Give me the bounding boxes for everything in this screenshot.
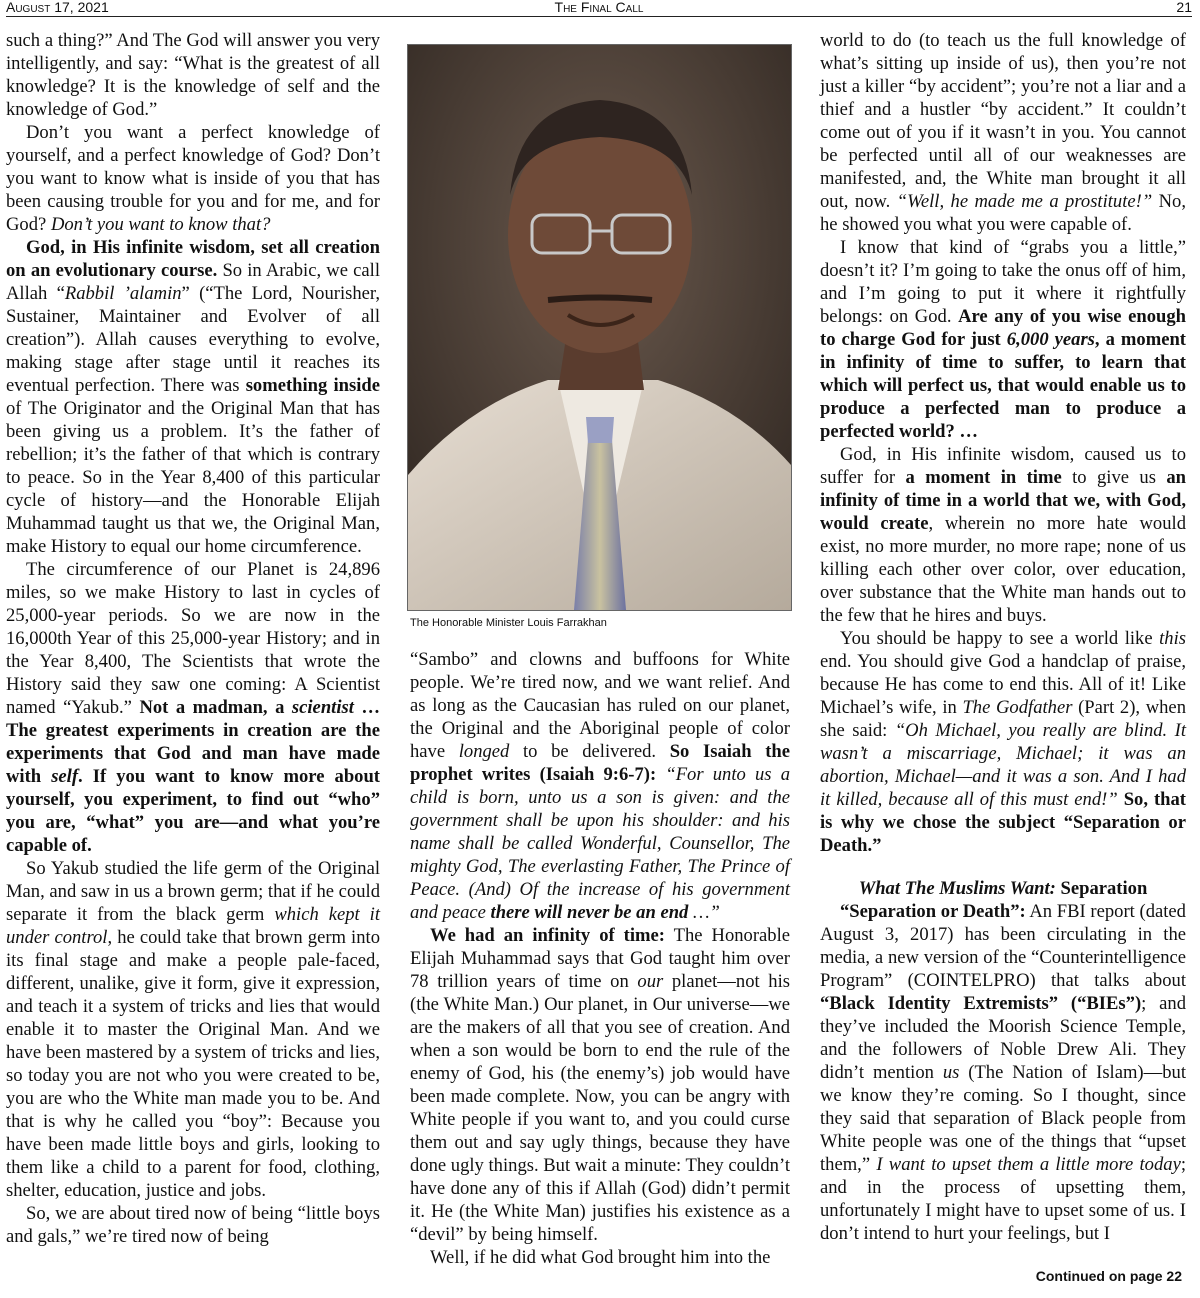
page-header (6, 0, 1192, 17)
text-run: “Sambo” and clowns and buffoons for White people. We’re tired now, and we want relief. And as long as the Caucasian has ruled on our planet, the Original and the Aboriginal people of color have (410, 649, 790, 762)
paragraph (410, 924, 790, 1246)
text-run: such a thing?” And The God will answer you very intelligently, and say: “What is the greatest of all knowledge? It is the knowledge of self and the knowledge of God.” (6, 30, 380, 120)
paragraph (6, 29, 380, 121)
continued-notice: Continued on page 22 (1035, 1268, 1182, 1284)
portrait-photo (407, 44, 792, 611)
text-run: What The Muslims Want: (858, 878, 1056, 899)
text-run: I want to upset them a little more today (876, 1154, 1181, 1175)
paragraph (6, 236, 380, 558)
paragraph (820, 443, 1186, 627)
text-run: something inside (245, 375, 380, 396)
text-run: “Well, he made me a prostitute!” (896, 191, 1153, 212)
text-run: to be delivered. (509, 741, 670, 762)
text-run: self (51, 766, 79, 787)
publication-name: The Final Call (554, 0, 644, 15)
text-run: . If you want to know more about yourself, you experiment, to find out “who” you are, “what” you are—and what you’re capable of. (6, 766, 380, 856)
column-3-bottom (820, 900, 1186, 1245)
text-run: of The Originator and the Original Man that has been giving us a problem. It’s the father of rebellion; it’s the father of that which is contrary to peace. So in the Year 8,400 of this particular cycle of history—and the Honorable Elijah Muhammad taught us that we, the Original Man, make History to equal our home circumference. (6, 398, 380, 557)
article-column-2 (410, 648, 790, 1269)
text-run: an infinity of time in a world that we, with God, would create (820, 467, 1186, 534)
portrait-illustration (408, 45, 791, 610)
text-run: ” (“The Lord, Nourisher, Sustainer, Maintainer and Evolver of all creation”). Allah causes everything to evolve, making stage after stage until it reaches its eventual perfection. There was (6, 283, 381, 396)
text-run: there will never be an end (490, 902, 689, 923)
text-run: God, in His infinite wisdom, set all creation on an evolutionary course. (6, 237, 380, 281)
column-3-top (820, 29, 1186, 857)
text-run: The Godfather (962, 697, 1073, 718)
text-run: Rabbil ’alamin (64, 283, 182, 304)
paragraph (820, 627, 1186, 857)
text-run: “Oh Michael, you really are blind. It wasn’t a miscarriage, Michael; it was an abortion, Michael—and it was a son. And I had it killed, because all of this must end!” (820, 720, 1186, 810)
text-run: … The greatest experiments in creation are the experiments that God and man have made with (6, 697, 380, 787)
text-run: our (637, 971, 664, 992)
text-run: …” (688, 902, 720, 923)
article-column-1 (6, 29, 380, 1248)
text-run: We had an infinity of time: (430, 925, 665, 946)
text-run: (Part 2), when she said: (820, 697, 1186, 741)
text-run: Don’t you want a perfect knowledge of yourself, and a perfect knowledge of God? Don’t you want to know what is inside of you that has been causing trouble for you and for me, and for God? (6, 122, 380, 235)
text-run: , wherein no more hate would exist, no more murder, no more rape; none of us killing each other over color, over education, over substance that the White man hands out to the few that he hires and buys. (820, 513, 1186, 626)
text-run: So, that is why we chose the subject “Separation or Death.” (820, 789, 1186, 856)
text-run: (The Nation of Islam)—but we know they’re coming. So I thought, since they said that separation of Black people from White people was one of the things that “upset them,” (820, 1062, 1186, 1175)
paragraph (6, 558, 380, 857)
text-run: I know that kind of “grabs you a little,” doesn’t it? I’m going to take the onus off of him, and I’m going to put it where it rightfully belongs: on God. (820, 237, 1186, 327)
text-run: Well, if he did what God brought him into the (430, 1247, 771, 1268)
paragraph (820, 29, 1186, 236)
article-column-3 (820, 29, 1186, 1245)
text-run: planet—not his (the White Man.) Our planet, in Our universe—we are the makers of all that you see of creation. And when a son would be born to end the rule of the enemy of God, his (the enemy’s) job would have been made complete. Now, you can be angry with White people if you want to, and you could curse them out and say ugly things, because they have done ugly things. But wait a minute: They couldn’t have done any of this if Allah (God) didn’t permit it. He (the White Man) justifies his existence as a “devil” by being himself. (410, 971, 790, 1245)
text-run: to give us (1061, 467, 1167, 488)
paragraph (6, 857, 380, 1202)
photo-caption: The Honorable Minister Louis Farrakhan (410, 617, 607, 629)
text-run: “Separation or Death”: (840, 901, 1026, 922)
text-run: longed (458, 741, 510, 762)
text-run: ; and in the process of upsetting them, unfortunately I might have to upset some of us. I don’t intend to hurt your feelings, but I (820, 1154, 1186, 1244)
text-run: An FBI report (dated August 3, 2017) has been circulating in the media, a new version of the “Counterintelligence Program” (COINTELPRO) that talks about (820, 901, 1186, 991)
text-run: “For unto us a child is born, unto us a son is given: and the government shall be upon his shoulder: and his name shall be called Wonderful, Counsellor, The mighty God, The everlasting Father, The Prince of Peace. (And) Of the increase of his government and peace (410, 764, 790, 923)
section-subhead (820, 877, 1186, 900)
text-run: So Yakub studied the life germ of the Original Man, and saw in us a brown germ; that if he could separate it from the black germ (6, 858, 380, 925)
paragraph (820, 236, 1186, 443)
text-run: Separation (1055, 878, 1148, 899)
text-run: , a moment in infinity of time to suffer, to learn that which will perfect us, that would enable us to produce a perfected man to produce a perfected world? … (820, 329, 1186, 442)
text-run: “Black Identity Extremists” (“BIEs”) (820, 993, 1142, 1014)
paragraph (6, 121, 380, 236)
text-run: world to do (to teach us the full knowledge of what’s sitting up inside of us), then you’re not just a killer “by accident”; you’re not a liar and a thief and a hustler “by accident.” It couldn’t come out of you if it wasn’t in you. You cannot be perfected until all of our weaknesses are manifested, and, the White man brought it all out, now. (820, 30, 1186, 212)
text-run: this (1159, 628, 1186, 649)
text-run: end. You should give God a handclap of praise, because He has come to end this. All of it! Like Michael’s wife, in (820, 651, 1186, 718)
text-run: Not a madman, a (139, 697, 292, 718)
page-number: 21 (1176, 0, 1192, 15)
text-run: No, he showed you what you were capable of. (820, 191, 1186, 235)
text-run: The Honorable Elijah Muhammad says that God taught him over 78 trillion years of time on (410, 925, 790, 992)
paragraph (410, 648, 790, 924)
text-run: Are any of you wise enough to charge God for just (820, 306, 1186, 350)
text-run: which kept it under control (6, 904, 381, 948)
paragraph (410, 1246, 790, 1269)
text-run: Don’t you want to know that? (50, 214, 271, 235)
text-run: The circumference of our Planet is 24,896 miles, so we make History to last in cycles of 25,000-year periods. So we are now in the 16,000th Year of this 25,000-year History; and in the Year 8,400, The Scientists that wrote the History said they saw one coming: A Scientist named “Yakub.” (6, 559, 380, 718)
paragraph (6, 1202, 380, 1248)
paragraph (820, 900, 1186, 1245)
text-run: So Isaiah the prophet writes (Isaiah 9:6-7): (410, 741, 790, 785)
text-run: ; and they’ve included the Moorish Science Temple, and the followers of Noble Drew Ali. They didn’t mention (820, 993, 1186, 1083)
text-run: So, we are about tired now of being “little boys and gals,” we’re tired now of being (6, 1203, 380, 1247)
text-run: , he could take that brown germ into its final stage and make a people pale-faced, different, unalike, give it form, give it expression, and teach it a system of tricks and lies that would enable it to master the Original Man. And we have been mastered by a system of tricks and lies, so today you are not who you were created to be, you are who the White man made you to be. And that is why he called you “boy”: Because you have been made little boys and girls, looking to them like a child to a parent for food, clothing, shelter, education, justice and jobs. (6, 927, 380, 1201)
text-run: a moment in time (905, 467, 1062, 488)
text-run: So in Arabic, we call Allah “ (6, 260, 380, 304)
text-run: us (942, 1062, 960, 1083)
issue-date: August 17, 2021 (6, 0, 109, 15)
text-run: 6,000 years (1006, 329, 1095, 350)
text-run: You should be happy to see a world like (840, 628, 1160, 649)
text-run: scientist (291, 697, 354, 718)
text-run: God, in His infinite wisdom, caused us to suffer for (820, 444, 1186, 488)
